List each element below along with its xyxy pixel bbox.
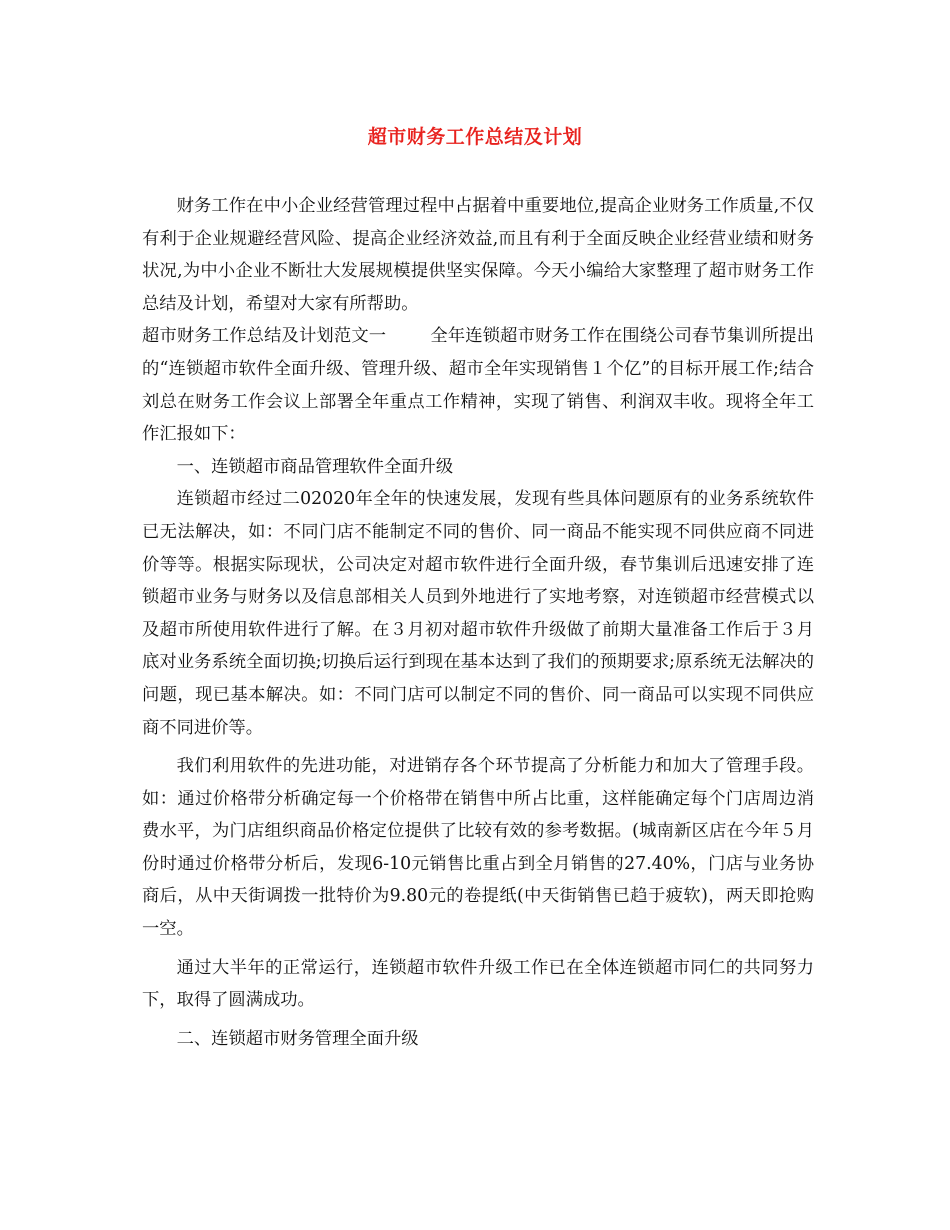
section-heading-1: 一、连锁超市商品管理软件全面升级	[176, 456, 454, 477]
document-title: 超市财务工作总结及计划	[367, 126, 583, 148]
sample-paragraph	[142, 320, 814, 450]
section-heading-2: 二、连锁超市财务管理全面升级	[176, 1028, 419, 1049]
paragraph-2: 我们利用软件的先进功能，对进销存各个环节提高了分析能力和加大了管理手段。如：通过价格带分析确定每一个价格带在销售中所占比重，这样能确定每个门店周边消费水平，为门店组织商品价格定位提供了比较有效的参考数据。(城南新区店在今年５月份时通过价格带分析后，发现6-10元销售比重占到全月销售的27.40%，门店与业务协商后，从中天街调拨一批特价为9.80元的卷提纸(中天街销售已趋于疲软)，两天即抢购一空。	[142, 756, 814, 940]
document-body	[142, 190, 814, 1055]
sample-label: 超市财务工作总结及计划范文一	[142, 326, 387, 347]
paragraph-3: 通过大半年的正常运行，连锁超市软件升级工作已在全体连锁超市同仁的共同努力下，取得了圆满成功。	[142, 957, 814, 1011]
intro-paragraph: 财务工作在中小企业经营管理过程中占据着中重要地位,提高企业财务工作质量,不仅有利于企业规避经营风险、提高企业经济效益,而且有利于全面反映企业经营业绩和财务状况,为中小企业不断壮大发展规模提供坚实保障。今天小编给大家整理了超市财务工作总结及计划，希望对大家有所帮助。	[142, 196, 814, 314]
sample-text: 全年连锁超市财务工作在围绕公司春节集训所提出的“连锁超市软件全面升级、管理升级、超市全年实现销售１个亿”的目标开展工作;结合刘总在财务工作会议上部署全年重点工作精神，实现了销售、利润双丰收。现将全年工作汇报如下：	[142, 326, 814, 445]
paragraph-1: 连锁超市经过二02020年全年的快速发展，发现有些具体问题原有的业务系统软件已无法解决，如：不同门店不能制定不同的售价、同一商品不能实现不同供应商不同进价等等。根据实际现状，公司决定对超市软件进行全面升级，春节集训后迅速安排了连锁超市业务与财务以及信息部相关人员到外地进行了实地考察，对连锁超市经营模式以及超市所使用软件进行了解。在３月初对超市软件升级做了前期大量准备工作后于３月底对业务系统全面切换;切换后运行到现在基本达到了我们的预期要求;原系统无法解决的问题，现已基本解决。如：不同门店可以制定不同的售价、同一商品可以实现不同供应商不同进价等。	[142, 489, 814, 738]
